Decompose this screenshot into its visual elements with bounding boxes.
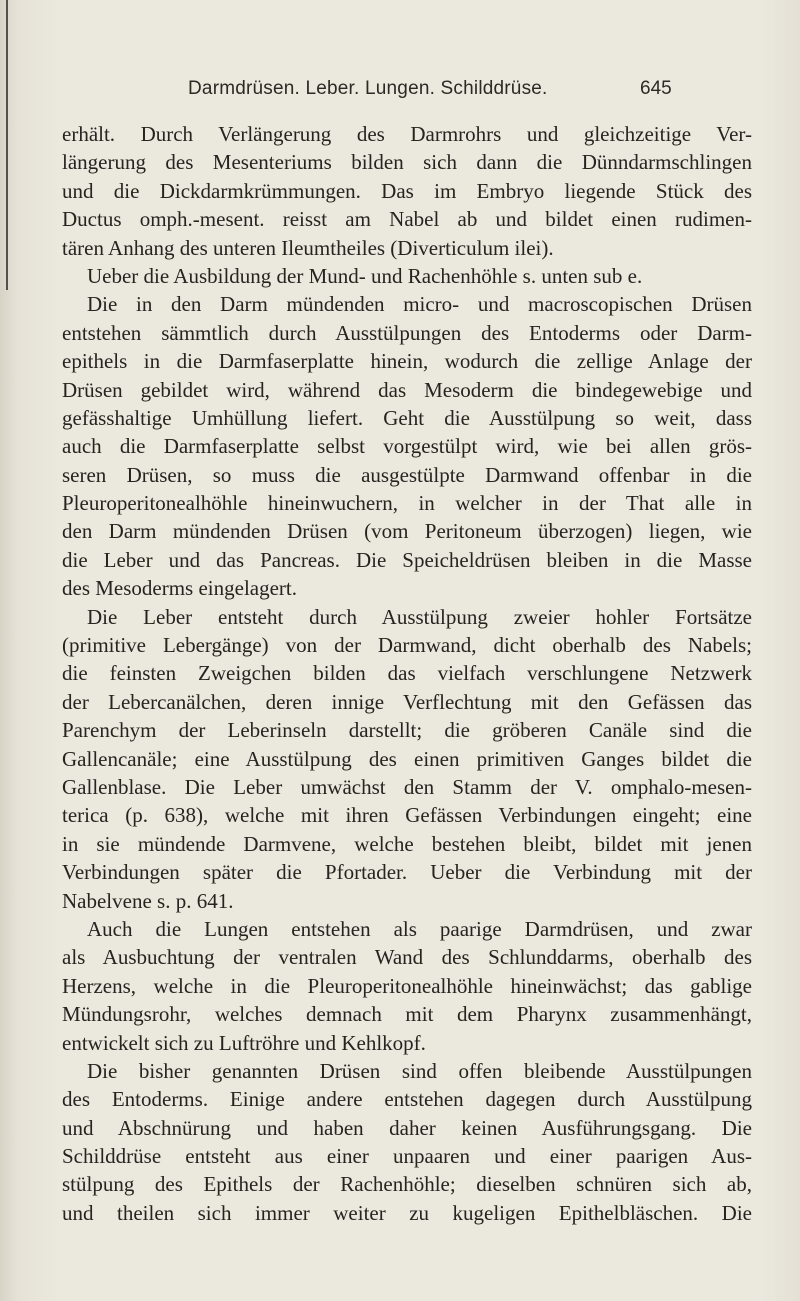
text-line: entstehen sämmtlich durch Ausstülpungen des Entoderms oder Darm- [62, 320, 752, 345]
text-line: und die Dickdarmkrümmungen. Das im Embryo liegende Stück des [62, 178, 752, 203]
text-line: des Entoderms. Einige andere entstehen dagegen durch Ausstülpung [62, 1087, 752, 1112]
text-line: als Ausbuchtung der ventralen Wand des Schlunddarms, oberhalb des [62, 945, 752, 970]
text-line: erhält. Durch Verlängerung des Darmrohrs und gleichzeitige Ver- [62, 122, 752, 146]
text-line: Nabelvene s. p. 641. [62, 888, 234, 913]
text-line: Parenchym der Leberinseln darstellt; die gröberen Canäle sind die [62, 718, 752, 743]
text-line: terica (p. 638), welche mit ihren Gefässen Verbindungen eingeht; eine [62, 803, 752, 828]
text-line: Drüsen gebildet wird, während das Mesoderm die bindegewebige und [62, 377, 752, 402]
text-line: Verbindungen später die Pfortader. Ueber die Verbindung mit der [62, 860, 752, 885]
text-line: tären Anhang des unteren Ileumtheiles (Diverticulum ilei). [62, 235, 554, 260]
text-line: in sie mündende Darmvene, welche bestehen bleibt, bildet mit jenen [62, 831, 752, 856]
text-line: des Mesoderms eingelagert. [62, 576, 298, 601]
text-line: Die Leber entsteht durch Ausstülpung zweier hohler Fortsätze [87, 604, 752, 629]
binding-edge [6, 0, 8, 290]
text-line: gefässhaltige Umhüllung liefert. Geht die Ausstülpung so weit, dass [62, 405, 752, 430]
text-line: Ductus omph.-mesent. reisst am Nabel ab und bildet einen rudimen- [62, 207, 752, 232]
text-line: entwickelt sich zu Luftröhre und Kehlkopf. [62, 1030, 426, 1055]
text-line: Pleuroperitonealhöhle hineinwuchern, in welcher in der That alle in [62, 491, 752, 516]
text-line: Die bisher genannten Drüsen sind offen bleibende Ausstülpungen [87, 1058, 752, 1083]
text-line: Herzens, welche in die Pleuroperitonealhöhle hineinwächst; das gablige [62, 973, 752, 998]
text-line: seren Drüsen, so muss die ausgestülpte Darmwand offenbar in die [62, 462, 752, 487]
text-line: und Abschnürung und haben daher keinen Ausführungsgang. Die [62, 1115, 752, 1140]
text-line: Gallencanäle; eine Ausstülpung des einen primitiven Ganges bildet die [62, 746, 752, 771]
text-line: längerung des Mesenteriums bilden sich dann die Dünndarmschlingen [62, 150, 752, 175]
text-line: die Leber und das Pancreas. Die Speicheldrüsen bleiben in die Masse [62, 547, 752, 572]
page-header [0, 78, 800, 108]
text-line: Mündungsrohr, welches demnach mit dem Pharynx zusammenhängt, [62, 1002, 752, 1027]
text-line: stülpung des Epithels der Rachenhöhle; dieselben schnüren sich ab, [62, 1172, 752, 1197]
text-line: Ueber die Ausbildung der Mund- und Rachenhöhle s. unten sub e. [87, 263, 643, 288]
text-line: Schilddrüse entsteht aus einer unpaaren und einer paarigen Aus- [62, 1144, 752, 1169]
text-line: und theilen sich immer weiter zu kugeligen Epithelbläschen. Die [62, 1200, 752, 1225]
running-head: Darmdrüsen. Leber. Lungen. Schilddrüse. [188, 78, 548, 99]
text-line: auch die Darmfaserplatte selbst vorgestülpt wird, wie bei allen grös- [62, 434, 752, 459]
text-line: Gallenblase. Die Leber umwächst den Stamm der V. omphalo-mesen- [62, 774, 752, 799]
text-line: (primitive Lebergänge) von der Darmwand, dicht oberhalb des Nabels; [62, 633, 752, 658]
page-number: 645 [640, 78, 672, 99]
text-line: den Darm mündenden Drüsen (vom Peritoneum überzogen) liegen, wie [62, 519, 752, 544]
text-line: Die in den Darm mündenden micro- und macroscopischen Drüsen [87, 292, 752, 317]
text-line: der Lebercanälchen, deren innige Verflechtung mit den Gefässen das [62, 689, 752, 714]
text-line: Auch die Lungen entstehen als paarige Darmdrüsen, und zwar [87, 916, 752, 941]
text-line: epithels in die Darmfaserplatte hinein, wodurch die zellige Anlage der [62, 349, 752, 374]
text-line: die feinsten Zweigchen bilden das vielfach verschlungene Netzwerk [62, 661, 752, 686]
body-text [62, 120, 752, 1227]
